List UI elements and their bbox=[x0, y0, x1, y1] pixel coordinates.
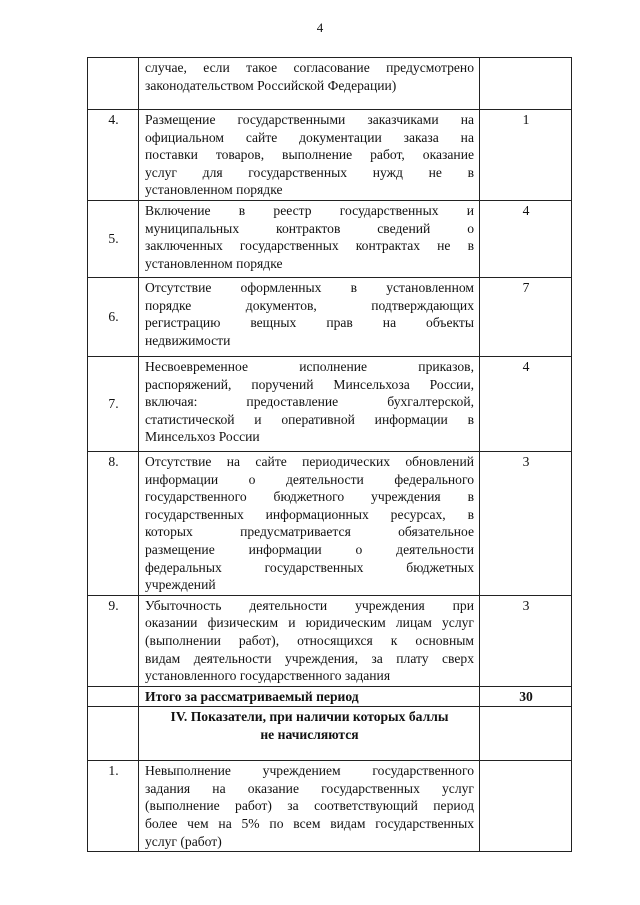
text-line: Отсутствие на сайте периодических обновлений bbox=[145, 453, 474, 469]
row-score: 3 bbox=[480, 595, 572, 686]
text-line: государственных информационных ресурсах, в bbox=[145, 506, 474, 522]
table-row bbox=[88, 761, 572, 852]
text-line: Несвоевременное исполнение приказов, bbox=[145, 358, 474, 374]
row-number: 7. bbox=[88, 356, 139, 451]
row-text bbox=[139, 110, 480, 201]
row-number: 6. bbox=[88, 277, 139, 356]
row-score: 4 bbox=[480, 200, 572, 277]
text-line: установленном порядке bbox=[145, 182, 283, 198]
text-line: которых предусматривается обязательное bbox=[145, 524, 474, 540]
text-line: задания на оказание государственных услуг bbox=[145, 780, 474, 796]
text-line: Включение в реестр государственных и bbox=[145, 202, 474, 218]
text-line: включая: предоставление бухгалтерской, bbox=[145, 394, 474, 410]
text-line: (выполнении работ), относящихся к основным bbox=[145, 632, 474, 648]
text-line: распоряжений, поручений Минсельхоза России, bbox=[145, 376, 474, 392]
scoring-table bbox=[87, 57, 572, 852]
text-line: учреждений bbox=[145, 577, 216, 593]
text-line: Убыточность деятельности учреждения при bbox=[145, 597, 474, 613]
section-number bbox=[88, 707, 139, 761]
text-line: Невыполнение учреждением государственного bbox=[145, 763, 474, 779]
table-row bbox=[88, 595, 572, 686]
row-number: 5. bbox=[88, 200, 139, 277]
text-line: Размещение государственными заказчиками на bbox=[145, 112, 474, 127]
text-line: государственного бюджетного учреждения в bbox=[145, 489, 474, 505]
row-text bbox=[139, 200, 480, 277]
text-line: установленном порядке bbox=[145, 255, 283, 271]
text-line: федеральных государственных бюджетных bbox=[145, 559, 474, 575]
section-title-line: не начисляются bbox=[260, 726, 359, 742]
text-line: статистической и оперативной информации в bbox=[145, 411, 474, 427]
row-score: 7 bbox=[480, 277, 572, 356]
row-text bbox=[139, 595, 480, 686]
row-text bbox=[139, 451, 480, 595]
text-line: муниципальных контрактов сведений о bbox=[145, 220, 474, 236]
text-line: Отсутствие оформленных в установленном bbox=[145, 279, 474, 295]
text-line: поставки товаров, выполнение работ, оказание bbox=[145, 147, 474, 163]
row-number bbox=[88, 58, 139, 110]
text-line: (выполнение работ) за соответствующий период bbox=[145, 798, 474, 814]
table-row bbox=[88, 277, 572, 356]
row-text bbox=[139, 761, 480, 852]
table-row bbox=[88, 356, 572, 451]
text-line: установленного государственного задания bbox=[145, 668, 391, 684]
text-line: недвижимости bbox=[145, 332, 231, 348]
total-score: 30 bbox=[480, 686, 572, 707]
row-number: 8. bbox=[88, 451, 139, 595]
total-number bbox=[88, 686, 139, 707]
section-header-row bbox=[88, 707, 572, 761]
row-text bbox=[139, 356, 480, 451]
row-score: 4 bbox=[480, 356, 572, 451]
text-line: видам деятельности учреждения, за плату сверх bbox=[145, 650, 474, 666]
text-line: информации о деятельности федерального bbox=[145, 471, 474, 487]
row-number: 9. bbox=[88, 595, 139, 686]
row-text bbox=[139, 58, 480, 110]
text-line: регистрацию вещных прав на объекты bbox=[145, 315, 474, 331]
total-label: Итого за рассматриваемый период bbox=[139, 686, 480, 707]
text-line: более чем на 5% по всем видам государственных bbox=[145, 816, 474, 832]
row-score: 1 bbox=[480, 110, 572, 201]
table-row bbox=[88, 451, 572, 595]
total-row bbox=[88, 686, 572, 707]
text-line: законодательством Российской Федерации) bbox=[145, 77, 397, 93]
text-line: случае, если такое согласование предусмотрено bbox=[145, 60, 474, 75]
text-line: услуг (работ) bbox=[145, 833, 222, 849]
table-row bbox=[88, 200, 572, 277]
row-number: 1. bbox=[88, 761, 139, 852]
section-title-line: IV. Показатели, при наличии которых баллы bbox=[170, 709, 449, 725]
table-row bbox=[88, 110, 572, 201]
text-line: официальном сайте документации заказа на bbox=[145, 129, 474, 145]
table-row bbox=[88, 58, 572, 110]
row-score bbox=[480, 58, 572, 110]
row-text bbox=[139, 277, 480, 356]
row-score bbox=[480, 761, 572, 852]
text-line: заключенных государственных контрактах не в bbox=[145, 238, 474, 254]
text-line: порядке документов, подтверждающих bbox=[145, 297, 474, 313]
section-title bbox=[139, 707, 480, 761]
text-line: оказании физическим и юридическим лицам услуг bbox=[145, 615, 474, 631]
row-score: 3 bbox=[480, 451, 572, 595]
row-number: 4. bbox=[88, 110, 139, 201]
text-line: размещение информации о деятельности bbox=[145, 541, 474, 557]
text-line: Минсельхоз России bbox=[145, 429, 260, 445]
section-score bbox=[480, 707, 572, 761]
page-number: 4 bbox=[316, 20, 324, 35]
text-line: услуг для государственных нужд не в bbox=[145, 164, 474, 180]
